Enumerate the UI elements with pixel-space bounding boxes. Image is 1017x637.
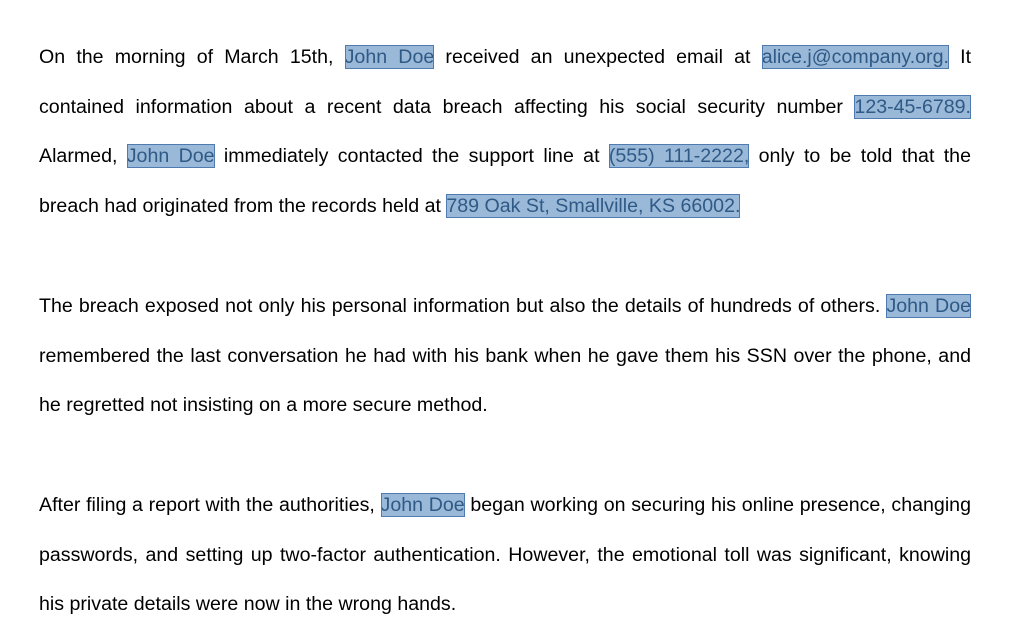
text-segment: received an unexpected email at: [434, 46, 762, 68]
paragraph-3: [39, 481, 971, 630]
document-body: [39, 33, 971, 630]
highlighted-email[interactable]: alice.j@company.org.: [761, 46, 949, 68]
paragraph-2: [39, 282, 971, 431]
text-segment: After filing a report with the authorities,: [39, 493, 381, 516]
text-segment: It contained information about a recent data breach affecting his social security number: [39, 46, 972, 118]
text-segment: immediately contacted the support line at: [214, 145, 609, 168]
text-segment: only to be told that the breach had originated from the records held at: [39, 145, 971, 218]
highlighted-address[interactable]: 789 Oak St, Smallville, KS 66002.: [446, 195, 741, 218]
text-segment: The breach exposed not only his personal information but also the details of hundreds of others.: [39, 294, 887, 317]
paragraph-1: [39, 33, 971, 232]
highlighted-name[interactable]: John Doe: [380, 493, 465, 516]
highlighted-name[interactable]: John Doe: [126, 145, 215, 168]
text-segment: On the morning of March 15th,: [39, 46, 345, 68]
highlighted-ssn[interactable]: 123-45-6789.: [854, 95, 971, 118]
highlighted-name[interactable]: John Doe: [886, 294, 971, 317]
text-segment: Alarmed,: [39, 145, 127, 168]
text-segment: remembered the last conversation he had with his bank when he gave them his SSN over the phone, and he regretted not insisting on a more secure method.: [39, 344, 971, 417]
text-segment: began working on securing his online presence, changing passwords, and setting up two-factor authentication. However, the emotional toll was significant, knowing his private details were now in the wrong hands.: [39, 493, 971, 616]
highlighted-name[interactable]: John Doe: [344, 46, 435, 68]
highlighted-phone[interactable]: (555) 111-2222,: [608, 145, 750, 168]
